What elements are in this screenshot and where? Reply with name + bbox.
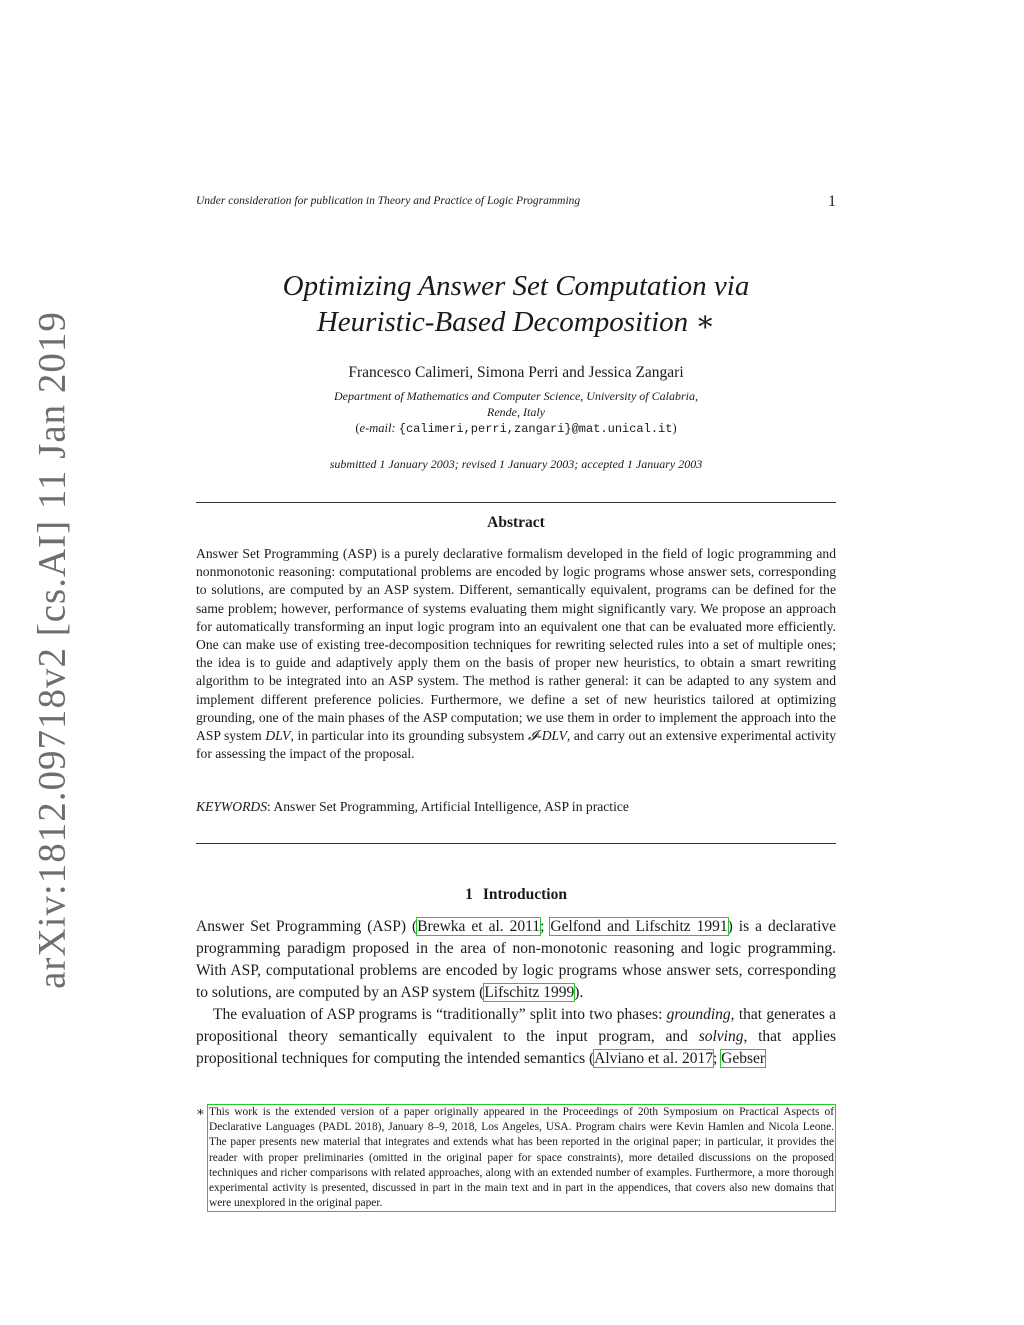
abstract-idlv: 𝓘-DLV (527, 728, 567, 744)
abstract-text (196, 545, 836, 763)
citation-link[interactable]: Gebser (721, 1050, 766, 1067)
title-line-2 (196, 304, 836, 340)
authors: Francesco Calimeri, Simona Perri and Jessica Zangari (348, 364, 684, 381)
keywords-list: : Answer Set Programming, Artificial Intelligence, ASP in practice (267, 799, 629, 814)
running-head: Under consideration for publication in Theory and Practice of Logic Programming (196, 195, 581, 207)
email-label: e-mail: (359, 421, 396, 435)
email-line: (e-mail: {calimeri,perri,zangari}@mat.unical.it) (355, 421, 677, 436)
submission-dates: submitted 1 January 2003; revised 1 January 2003; accepted 1 January 2003 (329, 457, 703, 471)
affiliation-line-1: Department of Mathematics and Computer Science, University of Calabria, (334, 389, 698, 403)
intro-paragraph-2 (196, 1004, 836, 1070)
section-heading (196, 886, 836, 904)
abstract-part-1: Answer Set Programming (ASP) is a purely declarative formalism developed in the field of logic programming and nonmonotonic reasoning: computational problems are encoded by logic programs whose answer sets, corresponding to solutions, are computed by an ASP system. Different, semantically equivalent, programs can be defined for the same problem; however, performance of systems evaluating them might significantly vary. We propose an approach for automatically transforming an input logic program into an equivalent one that can be evaluated more efficiently. One can make use of existing tree-decomposition techniques for rewriting selected rules into a set of multiple ones; the idea is to guide and adaptively apply them on the basis of proper new heuristics, to obtain a smart rewriting algorithm to be integrated into an ASP system. The method is rather general: it can be adapted to any system and implement different preference policies. Furthermore, we define a set of new heuristics tailored at optimizing grounding, one of the main phases of the ASP computation; we use them in order to implement the approach into the ASP system (196, 546, 836, 744)
affiliation (196, 388, 836, 420)
term-solving: solving (698, 1028, 744, 1045)
intro-paragraph-1 (196, 916, 836, 1004)
abstract-bottom-rule (196, 843, 836, 844)
intro-p1-text-b: ) is a declarative programming paradigm proposed in the area of non-monotonic reasoning and logic programming. With ASP, computational problems are encoded by logic programs whose answer sets, corresponding to solutions, are computed by an ASP system ( (196, 918, 836, 1001)
affiliation-line-2: Rende, Italy (487, 405, 545, 419)
arxiv-side-identifier: arXiv:1812.09718v2 [cs.AI] 11 Jan 2019 (30, 311, 74, 989)
intro-p2-text-a: The evaluation of ASP programs is “traditionally” split into two phases: (213, 1006, 667, 1023)
intro-p2-text-b: , that generates a propositional theory semantically equivalent to the input program, and (196, 1006, 837, 1045)
citation-link[interactable]: Brewka et al. 2011 (417, 918, 541, 935)
intro-p1-text-c: ). (574, 984, 584, 1001)
citation-separator: ; (540, 918, 551, 935)
abstract-top-rule (196, 502, 836, 503)
paper-title (196, 268, 836, 340)
citation-link[interactable]: Gelfond and Lifschitz 1991 (550, 918, 728, 935)
abstract-heading: Abstract (487, 514, 545, 531)
abstract-part-2: , in particular into its grounding subsystem (290, 728, 528, 744)
introduction-body (196, 916, 836, 1070)
citation-separator: ; (712, 1050, 722, 1067)
footnote (196, 1104, 836, 1212)
page-number: 1 (828, 193, 836, 210)
section-title: Introduction (482, 886, 567, 903)
keywords-line (196, 799, 836, 815)
footnote-link-box[interactable]: This work is the extended version of a paper originally appeared in the Proceedings of 20th Symposium on Practical Aspects of Declarative Languages (PADL 2018), January 8–9, 2018, Los Angeles, USA. Program chairs were Kevin Hamlen and Nicola Leone. The paper presents new material that integrates and extends what has been reported in the original paper; in particular, it provides the reader with proper preliminaries (omitted in the original paper for space constraints), more detailed discussions on the proposed techniques and richer comparisons with related approaches, along with an extended number of examples. Furthermore, a more thorough experimental activity is presented, discussed in part in the main text and in part in the appendices, that covers also new domains that were unexplored in the original paper. (207, 1104, 836, 1212)
email-address: {calimeri,perri,zangari}@mat.unical.it (398, 422, 673, 436)
title-footnote-mark: ∗ (695, 306, 716, 338)
citation-link[interactable]: Alviano et al. 2017 (594, 1050, 713, 1067)
abstract-dlv: DLV (265, 728, 291, 744)
title-line-1: Optimizing Answer Set Computation via (282, 270, 750, 302)
abstract-part-3: , and carry out an extensive experimental activity for assessing the impact of the proposal. (196, 728, 836, 762)
footnote-mark: ∗ (196, 1104, 205, 1119)
intro-p2-text-c: , that applies propositional techniques for computing the intended semantics ( (196, 1028, 836, 1067)
term-grounding: grounding (666, 1006, 731, 1023)
intro-p1-text-a: Answer Set Programming (ASP) ( (196, 918, 418, 935)
section-number: 1 (465, 886, 473, 903)
title-line-2-text: Heuristic-Based Decomposition (316, 306, 689, 338)
citation-link[interactable]: Lifschitz 1999 (484, 984, 575, 1001)
keywords-label: KEYWORDS (196, 799, 267, 814)
